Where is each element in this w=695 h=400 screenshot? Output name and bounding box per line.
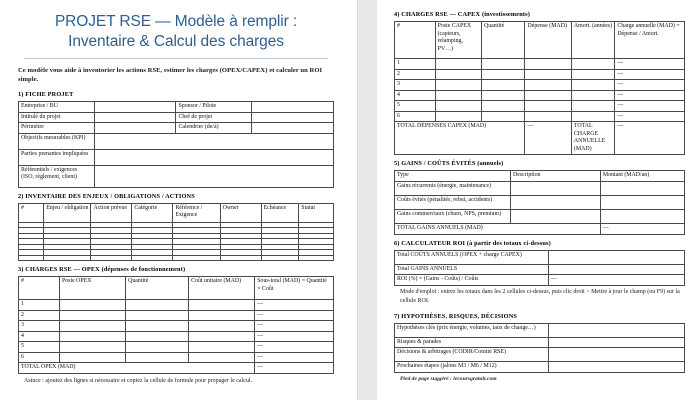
opex-total-value: —: [255, 363, 334, 374]
table-row-total: [19, 363, 334, 374]
page-title-line1: PROJET RSE — Modèle à remplir :: [54, 13, 298, 30]
cell[interactable]: [481, 111, 525, 122]
table-header-row: [19, 277, 334, 300]
col-poste-opex: Poste OPEX: [59, 277, 125, 300]
gains-table: [394, 170, 685, 234]
col-num: #: [19, 277, 60, 300]
table-row: [395, 59, 685, 70]
col-sous-total: Sous-total (MAD) = Quantité × Coût: [255, 277, 334, 300]
cell[interactable]: [600, 196, 684, 210]
value-calendrier[interactable]: [252, 123, 334, 134]
cell[interactable]: [571, 90, 615, 101]
value-entreprise[interactable]: [94, 102, 176, 113]
label-couts-evites: Coûts évités (pénalités, rebut, accidents): [395, 196, 511, 210]
table-row: [19, 342, 334, 353]
row-number: 6: [19, 352, 60, 363]
cell-charge: —: [615, 90, 685, 101]
col-montant: Montant (MAD/an): [600, 171, 684, 182]
cell[interactable]: [571, 111, 615, 122]
row-number: 5: [19, 342, 60, 353]
label-chef-projet: Chef de projet: [176, 112, 252, 123]
label-risques-parades: Risques & parades: [395, 337, 549, 348]
table-row: [395, 275, 685, 286]
opex-total-label: TOTAL OPEX (MAD): [19, 363, 255, 374]
label-gains-commerciaux: Gains commerciaux (churn, NPS, premium): [395, 210, 511, 224]
capex-body: [395, 59, 685, 155]
cell[interactable]: [511, 210, 601, 224]
label-roi-formula: ROI (%) = (Gains - Coûts) / Coûts: [395, 275, 549, 286]
table-row: [19, 300, 334, 311]
cell[interactable]: [189, 310, 255, 321]
table-row: [395, 337, 685, 348]
cell-subtotal: —: [255, 300, 334, 311]
col-num: #: [19, 203, 44, 222]
capex-total-charge-value: —: [615, 122, 685, 155]
section-2-heading: 2) INVENTAIRE DES ENJEUX / OBLIGATIONS / ACTIONS: [18, 192, 195, 200]
cell[interactable]: [511, 196, 601, 210]
table-row: [395, 210, 685, 224]
col-quantite: Quantité: [481, 22, 525, 59]
col-statut: Statut: [299, 203, 334, 222]
inventaire-enjeux-table: [18, 203, 334, 262]
col-cout-unitaire: Coût unitaire (MAD): [189, 277, 255, 300]
cell-subtotal: —: [255, 342, 334, 353]
capex-total-label: TOTAL DÉPENSES CAPEX (MAD): [395, 122, 525, 155]
table-row: [19, 112, 334, 123]
cell[interactable]: [189, 331, 255, 342]
col-owner: Owner: [220, 203, 261, 222]
table-row: [19, 310, 334, 321]
col-action: Action prévue: [91, 203, 132, 222]
page-footer-note: Pied de page suggéré : lecoursgratuit.com: [400, 375, 497, 382]
cell[interactable]: [571, 101, 615, 112]
label-entreprise: Entreprise / BU: [19, 102, 95, 113]
label-intitule: Intitulé du projet: [19, 112, 95, 123]
label-sponsor: Sponsor / Pilote: [176, 102, 252, 113]
cell[interactable]: [481, 90, 525, 101]
cell[interactable]: [299, 255, 334, 261]
row-number: 2: [19, 310, 60, 321]
table-row: [19, 123, 334, 134]
cell[interactable]: [126, 310, 189, 321]
value-sponsor[interactable]: [252, 102, 334, 113]
table-row-total: [395, 224, 685, 235]
table-row-total: [395, 122, 685, 155]
row-number: 3: [395, 80, 436, 91]
cell[interactable]: [525, 80, 571, 91]
cell-charge: —: [615, 69, 685, 80]
value-chef-projet[interactable]: [252, 112, 334, 123]
hypotheses-table: [394, 323, 685, 373]
section-7-heading: 7) HYPOTHÈSES, RISQUES, DÉCISIONS: [394, 312, 518, 320]
cell[interactable]: [511, 182, 601, 196]
cell[interactable]: [126, 342, 189, 353]
cell[interactable]: [600, 182, 684, 196]
col-type: Type: [395, 171, 511, 182]
table-header-row: [395, 22, 685, 59]
value-total-couts-annuels[interactable]: [548, 250, 684, 264]
cell[interactable]: [435, 69, 481, 80]
table-row: [395, 323, 685, 337]
col-description: Description: [511, 171, 601, 182]
label-calendrier: Calendrier (de/à): [176, 123, 252, 134]
label-total-couts-annuels: Total COÛTS ANNUELS (OPEX + charge CAPEX): [395, 250, 549, 264]
table-row: [395, 196, 685, 210]
row-number: 6: [395, 111, 436, 122]
cell[interactable]: [435, 90, 481, 101]
cell-charge: —: [615, 59, 685, 70]
cell[interactable]: [189, 342, 255, 353]
row-number: 1: [395, 59, 436, 70]
label-decisions-arbitrages: Décisions & arbitrages (CODIR/Comité RSE): [395, 348, 549, 362]
col-amort: Amort. (années): [571, 22, 615, 59]
cell[interactable]: [173, 255, 220, 261]
table-row: [395, 362, 685, 373]
cell[interactable]: [44, 255, 91, 261]
table-row: [19, 102, 334, 113]
cell[interactable]: [132, 255, 173, 261]
col-poste-capex: Poste CAPEX (capteurs, relamping, PV…): [435, 22, 481, 59]
section-1-heading: 1) FICHE PROJET: [18, 91, 74, 98]
cell[interactable]: [525, 90, 571, 101]
col-categorie: Catégorie: [132, 203, 173, 222]
col-enjeu: Enjeu / obligation: [44, 203, 91, 222]
cell[interactable]: [59, 321, 125, 332]
table-row: [395, 101, 685, 112]
opex-table: [18, 276, 334, 374]
table-header-row: [19, 203, 334, 222]
section-4-heading: 4) CHARGES RSE — CAPEX (investissements): [394, 11, 530, 18]
label-perimetre: Périmètre: [19, 123, 95, 134]
cell[interactable]: [261, 255, 299, 261]
cell[interactable]: [435, 111, 481, 122]
cell[interactable]: [220, 255, 261, 261]
page-right: [386, 0, 695, 400]
value-objectifs-kpi[interactable]: [94, 133, 333, 149]
cell[interactable]: [435, 101, 481, 112]
table-header-row: [395, 171, 685, 182]
capex-total-depense: —: [525, 122, 571, 155]
cell[interactable]: [91, 255, 132, 261]
fiche-projet-table: [18, 101, 334, 188]
value-prochaines-etapes[interactable]: [548, 362, 684, 373]
value-perimetre[interactable]: [94, 123, 176, 134]
table-row: [19, 352, 334, 363]
table-row: [19, 165, 334, 187]
row-number: 3: [19, 321, 60, 332]
row-number: 2: [395, 69, 436, 80]
cell[interactable]: [59, 352, 125, 363]
cell[interactable]: [59, 331, 125, 342]
cell[interactable]: [126, 321, 189, 332]
col-charge-annuelle: Charge annuelle (MAD) = Dépense / Amort.: [615, 22, 685, 59]
cell[interactable]: [525, 59, 571, 70]
table-row: [19, 149, 334, 165]
cell[interactable]: [435, 80, 481, 91]
section-3-heading: 3) CHARGES RSE — OPEX (dépenses de fonctionnement): [18, 266, 186, 274]
section-5-heading: 5) GAINS / COÛTS ÉVITÉS (annuels): [394, 160, 504, 168]
capex-table: [394, 21, 685, 155]
cell[interactable]: [571, 69, 615, 80]
table-row: [19, 321, 334, 332]
value-hypotheses-cles[interactable]: [548, 323, 684, 337]
col-reference: Référence / Exigence: [173, 203, 220, 222]
cell-charge: —: [615, 80, 685, 91]
col-num: #: [395, 22, 436, 59]
table-row: [19, 331, 334, 342]
cell[interactable]: [19, 255, 44, 261]
table-row: [395, 69, 685, 80]
value-decisions-arbitrages[interactable]: [548, 348, 684, 362]
cell[interactable]: [59, 300, 125, 311]
cell[interactable]: [525, 69, 571, 80]
cell[interactable]: [481, 101, 525, 112]
row-number: 4: [395, 90, 436, 101]
col-quantite: Quantité: [126, 277, 189, 300]
cell[interactable]: [126, 352, 189, 363]
page-title: [18, 12, 334, 53]
label-parties-prenantes: Parties prenantes impliquées: [19, 149, 95, 165]
cell[interactable]: [435, 59, 481, 70]
cell[interactable]: [525, 111, 571, 122]
gains-body: [395, 182, 685, 235]
row-number: 1: [19, 300, 60, 311]
cell[interactable]: [126, 300, 189, 311]
cell-charge: —: [615, 101, 685, 112]
roi-mode-emploi: Mode d'emploi : entrez les totaux dans les 2 cellules ci-dessus, puis clic droit > Mettre à jour le champ (ou F9) sur la cellule ROI.: [400, 288, 680, 304]
table-row: [395, 80, 685, 91]
table-row: [395, 90, 685, 101]
cell[interactable]: [525, 101, 571, 112]
label-hypotheses-cles: Hypothèses clés (prix énergie, volumes, taux de change…): [395, 323, 549, 337]
cell[interactable]: [126, 331, 189, 342]
capex-total-charge-label: TOTAL CHARGE ANNUELLE (MAD): [571, 122, 615, 155]
roi-table: [394, 250, 685, 286]
table-row: [19, 255, 334, 261]
gains-total-value: —: [600, 224, 684, 235]
row-number: 4: [19, 331, 60, 342]
cell[interactable]: [189, 321, 255, 332]
value-intitule[interactable]: [94, 112, 176, 123]
table-row: [395, 182, 685, 196]
inventaire-body: [19, 222, 334, 261]
cell[interactable]: [59, 310, 125, 321]
gains-total-label: TOTAL GAINS ANNUELS (MAD): [395, 224, 601, 235]
cell[interactable]: [600, 210, 684, 224]
cell-subtotal: —: [255, 331, 334, 342]
label-referentiels: Référentiels / exigences (ISO, règlement, client): [19, 165, 95, 187]
table-row: [395, 111, 685, 122]
label-gains-recurrents: Gains récurrents (énergie, maintenance): [395, 182, 511, 196]
opex-body: [19, 300, 334, 374]
table-row: [395, 264, 685, 275]
cell-subtotal: —: [255, 310, 334, 321]
page-separator: [348, 0, 386, 400]
label-objectifs-kpi: Objectifs mesurables (KPI): [19, 133, 95, 149]
intro-paragraph: Ce modèle vous aide à inventorier les actions RSE, estimer les charges (OPEX/CAPEX) et calculer un ROI simple.: [18, 66, 323, 84]
label-prochaines-etapes: Prochaines étapes (jalons M3 / M6 / M12): [395, 362, 549, 373]
cell-subtotal: —: [255, 321, 334, 332]
cell[interactable]: [481, 80, 525, 91]
table-row: [395, 250, 685, 264]
title-divider: [24, 58, 328, 59]
table-row: [395, 348, 685, 362]
value-parties-prenantes[interactable]: [94, 149, 333, 165]
table-row: [19, 133, 334, 149]
row-number: 5: [395, 101, 436, 112]
cell-subtotal: —: [255, 352, 334, 363]
value-risques-parades[interactable]: [548, 337, 684, 348]
cell[interactable]: [189, 300, 255, 311]
cell[interactable]: [481, 69, 525, 80]
value-roi: —: [548, 275, 684, 286]
page-title-line2: Inventaire & Calcul des charges: [68, 33, 284, 51]
value-referentiels[interactable]: [94, 165, 333, 187]
label-total-gains-annuels: Total GAINS ANNUELS: [395, 264, 549, 275]
col-depense: Dépense (MAD): [525, 22, 571, 59]
opex-note: Astuce : ajoutez des lignes si nécessaire et copiez la cellule de formule pour propager le calcul.: [24, 377, 253, 384]
value-total-gains-annuels[interactable]: [548, 264, 684, 275]
col-echeance: Échéance: [261, 203, 299, 222]
cell[interactable]: [189, 352, 255, 363]
cell[interactable]: [571, 80, 615, 91]
cell[interactable]: [59, 342, 125, 353]
cell[interactable]: [571, 59, 615, 70]
cell[interactable]: [481, 59, 525, 70]
section-6-heading: 6) CALCULATEUR ROI (à partir des totaux ci-dessus): [394, 239, 551, 247]
cell-charge: —: [615, 111, 685, 122]
